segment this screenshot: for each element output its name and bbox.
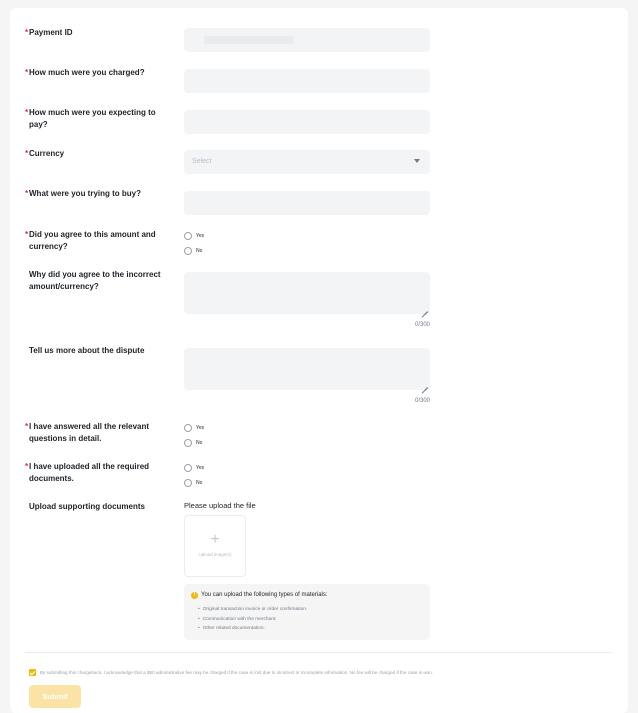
- uploaded-no-radio[interactable]: [184, 478, 202, 488]
- radio-label: Yes: [196, 425, 205, 431]
- upload-caption: Upload image(s): [198, 552, 232, 557]
- acknowledgement-row: [29, 669, 433, 676]
- resize-handle-icon[interactable]: [422, 306, 428, 312]
- payment-id-input[interactable]: [184, 28, 430, 52]
- why-agree-label-text: Why did you agree to the incorrect amount/currency?: [29, 270, 161, 291]
- answered-label-text: I have answered all the relevant questions in detail.: [29, 422, 150, 443]
- resize-handle-icon[interactable]: [422, 382, 428, 388]
- charged-label-text: How much were you charged?: [29, 68, 145, 77]
- upload-info-box: [184, 584, 430, 640]
- agree-yes-radio[interactable]: [184, 231, 204, 241]
- radio-label: Yes: [196, 233, 205, 239]
- dispute-label-text: Tell us more about the dispute: [29, 346, 145, 355]
- list-item: • Communication with the merchant.: [198, 615, 307, 625]
- radio-circle: [184, 464, 192, 472]
- list-item: • Other related documentation.: [198, 624, 307, 634]
- agree-label-text: Did you agree to this amount and currency?: [29, 230, 156, 251]
- warning-icon: !: [191, 592, 198, 599]
- expected-amount-input[interactable]: [184, 110, 430, 134]
- radio-circle: [184, 439, 192, 447]
- agree-no-radio[interactable]: [184, 246, 202, 256]
- upload-image-button[interactable]: [184, 515, 246, 577]
- payment-id-label: [25, 27, 169, 39]
- currency-select[interactable]: [184, 150, 430, 174]
- upload-title: Please upload the file: [184, 501, 256, 510]
- uploaded-yes-radio[interactable]: [184, 463, 204, 473]
- required-marker: *: [25, 149, 29, 158]
- payment-id-label-text: Payment ID: [29, 28, 73, 37]
- upload-label-text: Upload supporting documents: [29, 502, 145, 511]
- required-marker: *: [25, 68, 29, 77]
- expected-label-text: How much were you expecting to pay?: [29, 108, 156, 129]
- radio-label: Yes: [196, 465, 205, 471]
- currency-label-text: Currency: [29, 149, 65, 158]
- chevron-down-icon: [414, 159, 420, 163]
- radio-label: No: [196, 248, 203, 254]
- required-marker: *: [25, 108, 29, 117]
- required-marker: *: [25, 462, 29, 471]
- plus-icon: +: [210, 531, 220, 548]
- materials-list: [198, 605, 307, 634]
- required-marker: *: [25, 28, 29, 37]
- dispute-label: [29, 345, 169, 357]
- answered-label: [25, 421, 169, 445]
- divider: [25, 652, 613, 653]
- required-marker: *: [25, 189, 29, 198]
- currency-placeholder: Select: [192, 158, 212, 165]
- redacted-value: [204, 36, 294, 44]
- why-agree-label: [29, 269, 169, 293]
- char-counter: 0/300: [414, 398, 430, 404]
- charged-amount-input[interactable]: [184, 69, 430, 93]
- why-agree-textarea[interactable]: [184, 272, 430, 314]
- required-marker: *: [25, 230, 29, 239]
- radio-circle: [184, 232, 192, 240]
- acknowledgement-text: By submitting this chargeback, I acknowledge that a $50 administrative fee may be charged if the case is lost due to incorrect or incomplete information. No fee will be charged if the case is won.: [40, 670, 433, 675]
- uploaded-label-text: I have uploaded all the required documents.: [29, 462, 150, 483]
- buy-label: [25, 188, 169, 200]
- required-marker: *: [25, 422, 29, 431]
- currency-label: [25, 148, 169, 160]
- answered-no-radio[interactable]: [184, 438, 202, 448]
- buy-label-text: What were you trying to buy?: [29, 189, 142, 198]
- submit-button[interactable]: Submit: [29, 685, 81, 708]
- charged-label: [25, 67, 169, 79]
- answered-yes-radio[interactable]: [184, 423, 204, 433]
- purchase-description-input[interactable]: [184, 191, 430, 215]
- radio-circle: [184, 424, 192, 432]
- char-counter: 0/300: [414, 322, 430, 328]
- info-heading: You can upload the following types of materials:: [201, 592, 328, 598]
- expected-label: [25, 107, 169, 131]
- radio-circle: [184, 247, 192, 255]
- list-item: • Original transaction invoice or order confirmation.: [198, 605, 307, 615]
- uploaded-label: [25, 461, 169, 485]
- radio-label: No: [196, 440, 203, 446]
- dispute-details-textarea[interactable]: [184, 348, 430, 390]
- agree-label: [25, 229, 169, 253]
- acknowledgement-checkbox[interactable]: [29, 669, 36, 676]
- radio-circle: [184, 479, 192, 487]
- upload-label: [29, 501, 169, 513]
- radio-label: No: [196, 480, 203, 486]
